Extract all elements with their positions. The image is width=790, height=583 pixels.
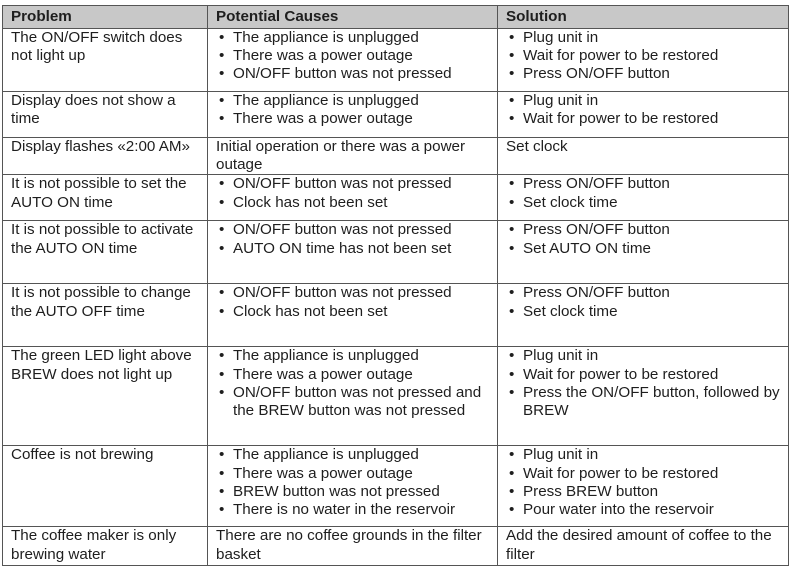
solutions-cell [498, 446, 789, 527]
cause-item: • There is no water in the reservoir [216, 501, 491, 519]
causes-cell [208, 221, 498, 284]
problem-cell: Display flashes «2:00 AM» [3, 138, 208, 175]
solutions-cell: Add the desired amount of coffee to the filter [498, 527, 789, 566]
problem-cell: Coffee is not brewing [3, 446, 208, 527]
cause-item: • There was a power outage [216, 110, 491, 128]
troubleshooting-table [2, 5, 789, 566]
causes-list [216, 446, 491, 519]
table-row [3, 446, 789, 527]
solutions-cell [498, 284, 789, 347]
causes-list [216, 347, 491, 420]
causes-list [216, 175, 491, 211]
cause-item: • BREW button was not pressed [216, 483, 491, 501]
column-header-problem: Problem [3, 6, 208, 29]
causes-list [216, 221, 491, 257]
cause-item: • The appliance is unplugged [216, 29, 491, 47]
cause-item: • ON/OFF button was not pressed [216, 175, 491, 193]
cause-item: • ON/OFF button was not pressed [216, 65, 491, 83]
table-header-row [3, 6, 789, 29]
solution-item: • Wait for power to be restored [506, 366, 782, 384]
table-row [3, 29, 789, 92]
cause-item: • There was a power outage [216, 366, 491, 384]
causes-cell [208, 284, 498, 347]
causes-list [216, 29, 491, 84]
cause-item: • Clock has not been set [216, 194, 491, 212]
solutions-cell [498, 92, 789, 138]
problem-cell: The coffee maker is only brewing water [3, 527, 208, 566]
problem-cell: It is not possible to change the AUTO OFF time [3, 284, 208, 347]
cause-item: • The appliance is unplugged [216, 446, 491, 464]
table-row [3, 138, 789, 175]
solutions-cell [498, 221, 789, 284]
causes-cell [208, 29, 498, 92]
table-row [3, 284, 789, 347]
solutions-cell [498, 347, 789, 446]
causes-cell: Initial operation or there was a power outage [208, 138, 498, 175]
solution-item: • Wait for power to be restored [506, 110, 782, 128]
problem-cell: The ON/OFF switch does not light up [3, 29, 208, 92]
table-row [3, 527, 789, 566]
causes-cell: There are no coffee grounds in the filter basket [208, 527, 498, 566]
solution-item: • Press ON/OFF button [506, 65, 782, 83]
solutions-list [506, 284, 782, 320]
solution-item: • Set AUTO ON time [506, 240, 782, 258]
solutions-list [506, 92, 782, 128]
table-row [3, 347, 789, 446]
cause-item: • The appliance is unplugged [216, 92, 491, 110]
solutions-list [506, 29, 782, 84]
causes-list [216, 92, 491, 128]
solutions-list [506, 347, 782, 420]
solutions-list [506, 446, 782, 519]
solution-item: • Press ON/OFF button [506, 175, 782, 193]
solution-item: • Plug unit in [506, 347, 782, 365]
column-header-potential-causes: Potential Causes [208, 6, 498, 29]
cause-item: • The appliance is unplugged [216, 347, 491, 365]
problem-cell: The green LED light above BREW does not light up [3, 347, 208, 446]
table-row [3, 221, 789, 284]
cause-item: • There was a power outage [216, 47, 491, 65]
causes-list [216, 284, 491, 320]
solution-item: • Press BREW button [506, 483, 782, 501]
cause-item: • Clock has not been set [216, 303, 491, 321]
cause-item: • ON/OFF button was not pressed [216, 221, 491, 239]
cause-item: • ON/OFF button was not pressed [216, 284, 491, 302]
cause-item: • There was a power outage [216, 465, 491, 483]
solution-item: • Set clock time [506, 303, 782, 321]
solution-item: • Pour water into the reservoir [506, 501, 782, 519]
causes-cell [208, 92, 498, 138]
problem-cell: It is not possible to activate the AUTO ON time [3, 221, 208, 284]
troubleshooting-table-wrapper [2, 5, 789, 566]
solution-item: • Press the ON/OFF button, followed by BREW [506, 384, 782, 420]
solutions-cell [498, 29, 789, 92]
causes-cell [208, 347, 498, 446]
solution-item: • Wait for power to be restored [506, 465, 782, 483]
column-header-solution: Solution [498, 6, 789, 29]
solution-item: • Press ON/OFF button [506, 284, 782, 302]
problem-cell: It is not possible to set the AUTO ON time [3, 175, 208, 221]
solutions-list [506, 175, 782, 211]
causes-cell [208, 175, 498, 221]
solution-item: • Plug unit in [506, 29, 782, 47]
problem-cell: Display does not show a time [3, 92, 208, 138]
solution-item: • Press ON/OFF button [506, 221, 782, 239]
table-row [3, 175, 789, 221]
cause-item: • AUTO ON time has not been set [216, 240, 491, 258]
solution-item: • Plug unit in [506, 446, 782, 464]
solution-item: • Wait for power to be restored [506, 47, 782, 65]
solution-item: • Set clock time [506, 194, 782, 212]
solutions-cell: Set clock [498, 138, 789, 175]
solution-item: • Plug unit in [506, 92, 782, 110]
table-row [3, 92, 789, 138]
solutions-cell [498, 175, 789, 221]
causes-cell [208, 446, 498, 527]
cause-item: • ON/OFF button was not pressed and the BREW button was not pressed [216, 384, 491, 420]
solutions-list [506, 221, 782, 257]
